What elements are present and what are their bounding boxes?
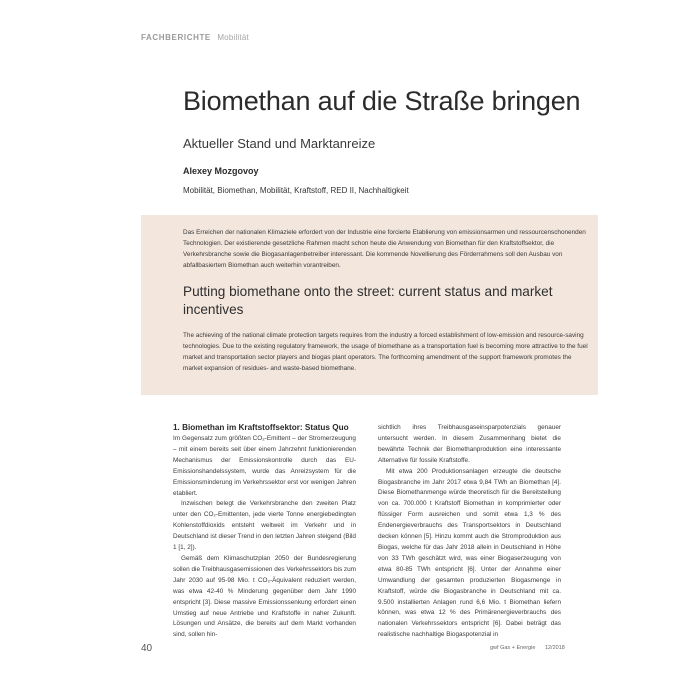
body-column-left bbox=[173, 423, 356, 641]
article-subtitle: Aktueller Stand und Marktanreize bbox=[183, 136, 376, 151]
page-number: 40 bbox=[141, 643, 153, 654]
abstract-german: Das Erreichen der nationalen Klimaziele erfordert von der Industrie eine forcierte Etablierung von emissionsarmen und ressourcenschonenden Technologien. Der existierende gesetzliche Rahmen macht schon heute die Anwendung von Biomethan für den Kraftstoffsektor, die Verkehrsbranche sowie die Biogasanlagenbetreiber interessant. Die kommende Novellierung des Förderrahmens soll den Ausbau von abfallbasiertem Biomethan auch weiterhin vorantreiben. bbox=[183, 229, 586, 269]
section-heading: 1. Biomethan im Kraftstoffsektor: Status Quo bbox=[173, 423, 349, 432]
running-header bbox=[141, 33, 249, 42]
article-title: Biomethan auf die Straße bringen bbox=[183, 86, 581, 116]
body-column-right bbox=[378, 423, 561, 641]
paragraph: Mit etwa 200 Produktionsanlagen erzeugte die deutsche Biogasbranche im Jahr 2017 etwa 9,84 TWh an Biomethan [4]. Diese Biomethanmenge würde theoretisch für die Bereitstellung von ca. 700.000 t Kraftstoff Biomethan in komprimierter oder flüssiger Form ausreichen und somit etwa 1,3 % des Endenergieverbrauchs des Transportsektors in Deutschland decken können [5]. Hinzu kommt auch die Stromproduktion aus Biogas, welche für das Jahr 2018 allein in Deutschland in Höhe von 33 TWh geschätzt wird, was einer Biogaserzeugung von etwa 80-85 TWh entspricht [6]. Unter der Annahme einer Umwandlung der gesamten produzierten Biogasmenge in Kraftstoff, würde die Biogasbranche in Deutschland mit ca. 9.500 installierten Anlagen rund 6,6 Mio. t Biomethan liefern können, was etwa 12 % des Primärenergieverbrauchs des nationalen Verkehrssektors entspricht [6]. Dabei beträgt das realistische nachhaltige Biogaspotenzial in bbox=[378, 467, 561, 639]
paragraph: Inzwischen belegt die Verkehrsbranche den zweiten Platz unter den CO₂-Emittenten, jede vierte Tonne energiebedingten Kohlenstoffdioxids entsteht weltweit im Verkehr und in Deutschland ist dieser Trend in den letzten Jahren steigend (Bild 1 [1, 2]). bbox=[173, 500, 356, 552]
subsection-label: Mobilität bbox=[217, 33, 249, 42]
paragraph: Im Gegensatz zum größten CO₂-Emittent – der Stromerzeugung – mit einem bereits seit über einem Jahrzehnt funktionierenden Mechanismus der Emissionskontrolle durch das EU-Emissionshandelssystem, wurde das Anreizsystem für die Emissionsminderung im Verkehrssektor erst vor wenigen Jahren etabliert. bbox=[173, 435, 356, 497]
abstract-english: The achieving of the national climate protection targets requires from the industry a forced establishment of low-emission and resource-saving technologies. Due to the existing regulatory framework, the usage of biomethane as a transportation fuel is becoming more attractive to the fuel market and transportation sector players and biogas plant operators. The forthcoming amendment of the support framework promotes the market expansion of residues- and waste-based biomethane. bbox=[183, 332, 588, 372]
paragraph: Gemäß dem Klimaschutzplan 2050 der Bundesregierung sollen die Treibhausgasemissionen des Verkehrssektors bis zum Jahr 2030 auf 95-98 Mio. t CO₂-Äquivalent reduziert werden, was etwa 42-40 % Minderung gegenüber dem Jahr 1990 entspricht [3]. Diese massive Emissionssenkung erfordert einen Umstieg auf neue Antriebe und Kraftstoffe in naher Zukunft. Lösungen und Ansätze, die bereits auf dem Markt vorhanden sind, sollen hin- bbox=[173, 554, 356, 639]
paragraph: sichtlich ihres Treibhausgaseinsparpotenzials genauer untersucht werden. In diesem Zusammenhang bietet die bewährte Technik der Biomethanproduktion eine interessante Alternative für fossile Kraftstoffe. bbox=[378, 424, 561, 464]
author-name: Alexey Mozgovoy bbox=[183, 166, 259, 176]
keywords-line: Mobilität, Biomethan, Mobilität, Kraftstoff, RED II, Nachhaltigkeit bbox=[183, 186, 409, 195]
journal-footer bbox=[490, 645, 565, 651]
issue-number: 12/2018 bbox=[544, 645, 565, 651]
section-label: FACHBERICHTE bbox=[141, 33, 211, 42]
english-title: Putting biomethane onto the street: current status and market incentives bbox=[183, 284, 553, 317]
journal-name: gwf Gas + Energie bbox=[490, 645, 536, 651]
